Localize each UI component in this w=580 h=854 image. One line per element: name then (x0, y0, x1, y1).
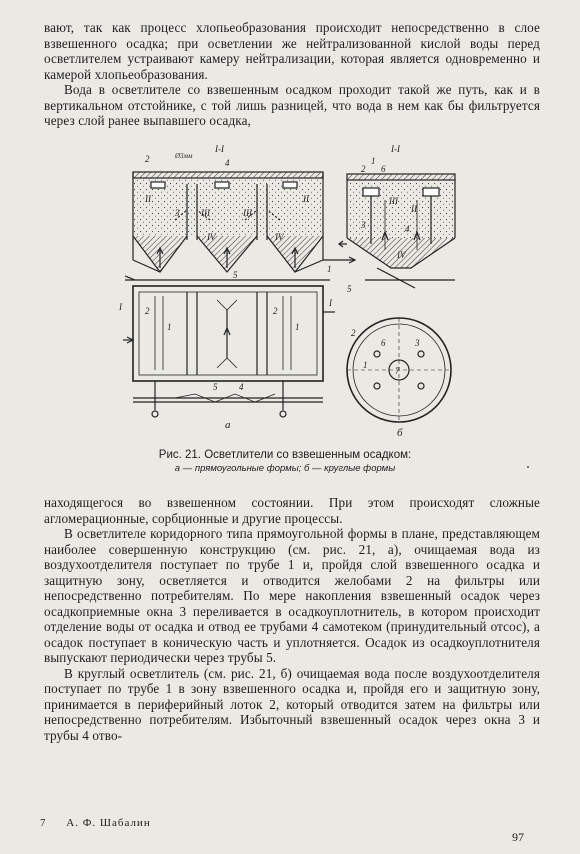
paragraph: вают, так как процесс хлопьеобразования происходит непосредственно в слое взвешенного осадка; при осветлении же нейтрализованной кислой воды перед осветлителем устраивают камеру нейтрализации, которая является одновременно и камерой хлопьеобразования. (44, 20, 540, 82)
label: 6 (381, 164, 386, 174)
label: III (243, 208, 252, 218)
elevation-note: Ø3мм (175, 152, 193, 160)
label: 1 (363, 360, 368, 370)
label: 1 (371, 156, 376, 166)
author-name: А. Ф. Шабалин (66, 817, 151, 829)
label: II (145, 194, 151, 204)
paragraph: В осветлителе коридорного типа прямоугольной формы в плане, представляющем наиболее совершенную конструкцию (см. рис. 21, а), очищаемая вода из воздухоотделителя поступает по трубе 1 и, пройдя слой взвешенного осадка и защитную зону, осветляется и отводится желобами 2 на фильтры или непосредственно потребителям. По мере накопления взвешенный осадок через осадкоприемные окна 3 переливается в осадкоуплотнитель, в котором происходит отделение воды от осадка и отвод ее трубами 4 самотеком (принудительный отсос), а осадок поступает в коническую часть и уплотняется. Осадок из осадкоуплотнителя выпускают периодически через трубы 5. (44, 526, 540, 665)
label: 2 (145, 154, 150, 164)
label: 7 (395, 366, 400, 376)
label: I (119, 302, 122, 312)
label: 3 (175, 208, 180, 218)
rectangular-plan-labels (118, 298, 333, 431)
scan-speck (527, 466, 529, 468)
label: 5 (233, 270, 238, 280)
paragraph: Вода в осветлителе со взвешенным осадком проходит такой же путь, как и в вертикальном отстойнике, с той лишь разницей, что вода в нем как бы фильтруется через слой ранее выпавшего осадка, (44, 82, 540, 128)
label: 4 (239, 382, 244, 392)
rectangular-section (125, 172, 330, 280)
caption-legend: а — прямоугольные формы; б — круглые формы (174, 463, 396, 474)
paragraph-bottom (44, 495, 540, 743)
label: 2 (351, 328, 356, 338)
label: 1 (167, 322, 172, 332)
label: 3 (415, 338, 420, 348)
label: IV (397, 250, 406, 260)
figure-caption (120, 448, 450, 475)
label: 2 (273, 306, 278, 316)
round-section (323, 174, 455, 288)
paragraph-top (44, 20, 540, 129)
figure-clarifiers (115, 140, 475, 440)
label: III (389, 196, 398, 206)
signature-mark: 7 (40, 817, 47, 829)
label: I (329, 298, 332, 308)
label: 5 (213, 382, 218, 392)
label: 5 (347, 284, 352, 294)
label: III (201, 208, 210, 218)
label-a: а (225, 419, 231, 431)
label: 3 (361, 220, 366, 230)
label: IV (275, 232, 284, 242)
label: 2 (361, 164, 366, 174)
label: IV (207, 232, 216, 242)
label: II (303, 194, 309, 204)
section-label: I-I (391, 144, 400, 154)
paragraph: В круглый осветлитель (см. рис. 21, б) очищаемая вода после воздухоотделителя поступает по трубе 1 в зону взвешенного осадка и, пройдя его и защитную зону, принимается в периферийный лоток 2, который отводится затем на фильтры или непосредственно потребителям. Избыточный взвешенный осадок через окна 3 и трубы 4 отво- (44, 665, 540, 743)
label: 4 (225, 158, 230, 168)
label: 1 (327, 264, 332, 274)
label-b: б (397, 427, 403, 439)
label: 6 (381, 338, 386, 348)
label: II (411, 204, 417, 214)
paragraph: находящегося во взвешенном состоянии. При этом происходят сложные агломерационные, сорбционные и другие процессы. (44, 495, 540, 526)
label: 4 (405, 224, 410, 234)
caption-title: Рис. 21. Осветлители со взвешенным осадком: (158, 449, 412, 461)
label: 2 (145, 306, 150, 316)
round-plan-labels (351, 328, 420, 439)
footer-author (40, 817, 151, 829)
page-number: 97 (512, 830, 524, 844)
label: 1 (295, 322, 300, 332)
figure-drawing (115, 140, 475, 440)
rectangular-plan (123, 286, 335, 417)
section-label: I-I (215, 144, 224, 154)
